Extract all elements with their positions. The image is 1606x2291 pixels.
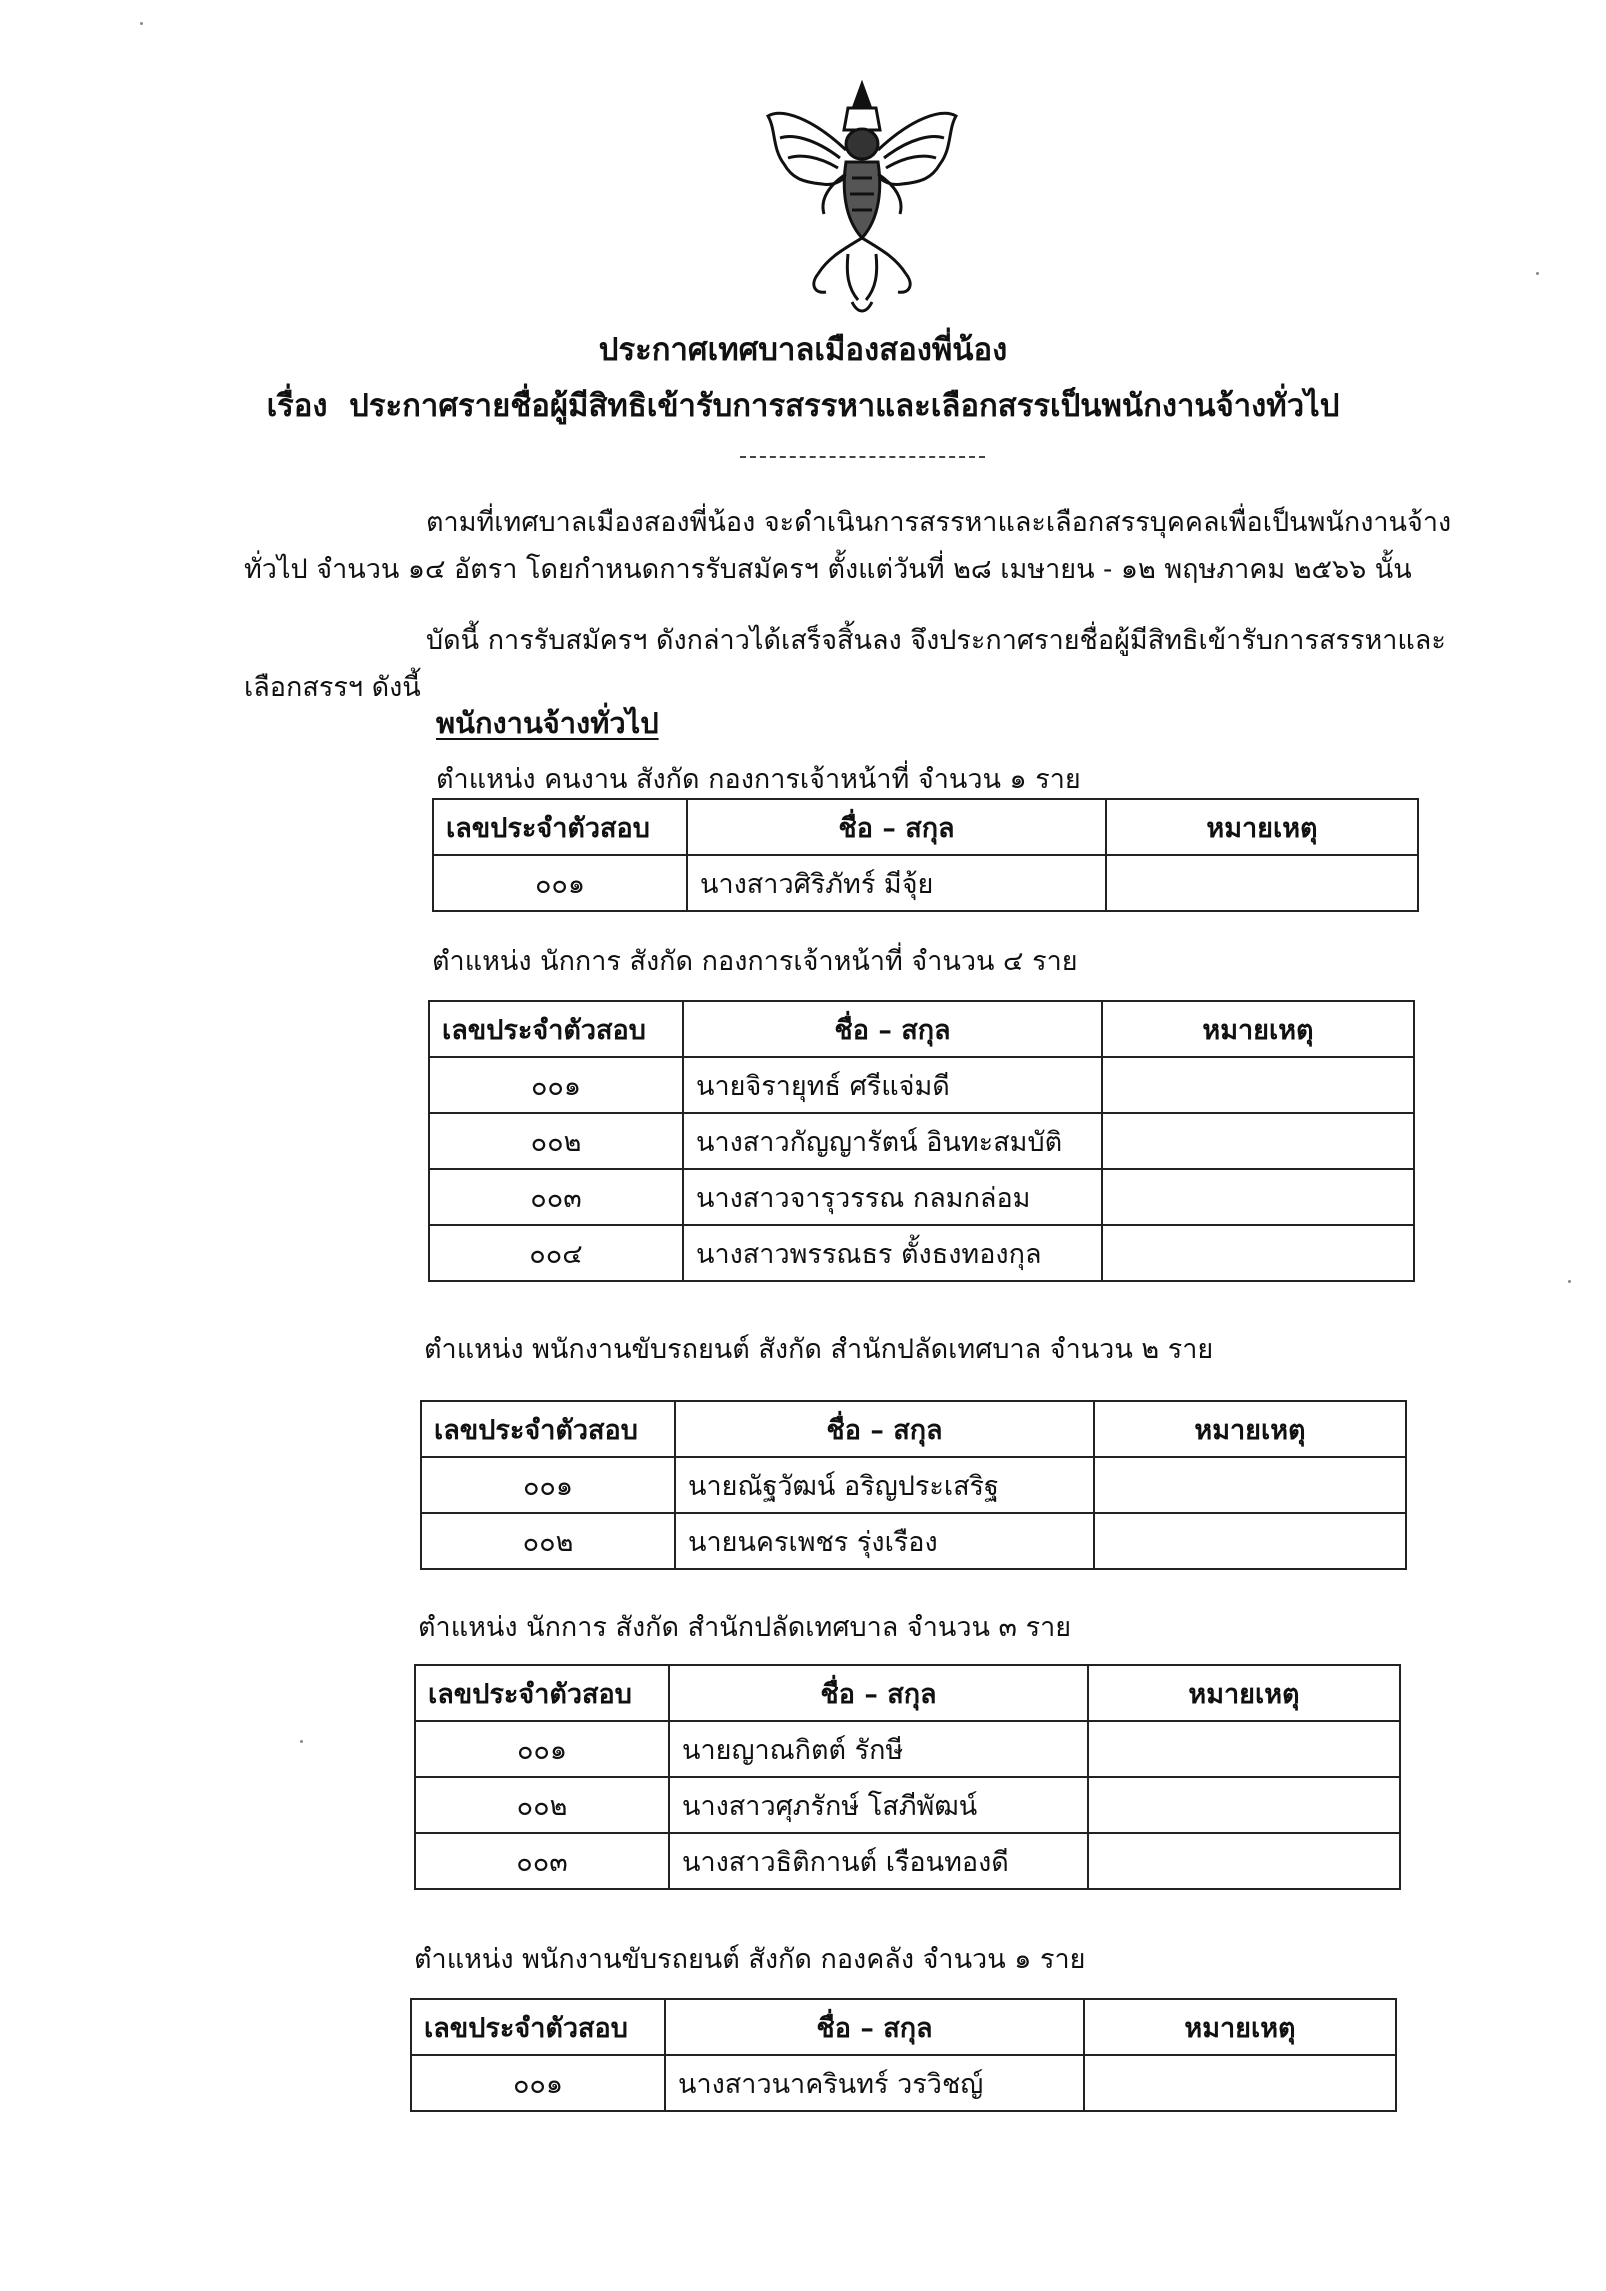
name-cell: นางสาวศิริภัทร์ มีจุ้ย [687,855,1106,911]
remark-cell [1084,2055,1396,2111]
position-line: ตำแหน่ง นักการ สังกัด สำนักปลัดเทศบาล จำนวน ๓ ราย [418,1612,1072,1643]
exam-no-cell: ๐๐๒ [415,1777,669,1833]
header-remark: หมายเหตุ [1084,1999,1396,2055]
candidate-table [428,1000,1415,1282]
name-cell: นางสาวธิติกานต์ เรือนทองดี [669,1833,1088,1889]
table-row [429,1057,1414,1113]
remark-cell [1102,1057,1414,1113]
table-header-row [433,799,1418,855]
remark-cell [1102,1225,1414,1281]
para1-line1: ตามที่เทศบาลเมืองสองพี่น้อง จะดำเนินการสรรหาและเลือกสรรบุคคลเพื่อเป็นพนักงานจ้าง [426,507,1452,538]
table-row [429,1169,1414,1225]
subject-label: เรื่อง [266,388,328,424]
exam-no-cell: ๐๐๑ [415,1721,669,1777]
scan-speck [300,1740,303,1743]
position-line: ตำแหน่ง พนักงานขับรถยนต์ สังกัด กองคลัง จำนวน ๑ ราย [414,1944,1086,1975]
para2-line1: บัดนี้ การรับสมัครฯ ดังกล่าวได้เสร็จสิ้นลง จึงประกาศรายชื่อผู้มีสิทธิเข้ารับการสรรหาและ [426,625,1446,656]
remark-cell [1094,1513,1406,1569]
org-title: ประกาศเทศบาลเมืองสองพี่น้อง [598,332,1008,368]
exam-no-cell: ๐๐๑ [429,1057,683,1113]
para1-line2: ทั่วไป จำนวน ๑๔ อัตรา โดยกำหนดการรับสมัครฯ ตั้งแต่วันที่ ๒๘ เมษายน - ๑๒ พฤษภาคม ๒๕๖๖ นั้น [244,554,1412,585]
name-cell: นายญาณกิตต์ รักษี [669,1721,1088,1777]
header-exam-no: เลขประจำตัวสอบ [433,799,687,855]
para2-line2: เลือกสรรฯ ดังนี้ [244,672,421,703]
name-cell: นางสาวศุภรักษ์ โสภีพัฒน์ [669,1777,1088,1833]
table-header-row [411,1999,1396,2055]
name-cell: นางสาวพรรณธร ตั้งธงทองกุล [683,1225,1102,1281]
position-line: ตำแหน่ง คนงาน สังกัด กองการเจ้าหน้าที่ จำนวน ๑ ราย [436,764,1081,795]
remark-cell [1102,1169,1414,1225]
name-cell: นางสาวกัญญารัตน์ อินทะสมบัติ [683,1113,1102,1169]
name-cell: นายณัฐวัฒน์ อริญประเสริฐ [675,1457,1094,1513]
header-exam-no: เลขประจำตัวสอบ [415,1665,669,1721]
candidate-table [410,1998,1397,2112]
table-row [421,1513,1406,1569]
table-row [429,1113,1414,1169]
exam-no-cell: ๐๐๑ [421,1457,675,1513]
exam-no-cell: ๐๐๒ [429,1113,683,1169]
table-row [415,1777,1400,1833]
table-row [433,855,1418,911]
header-name: ชื่อ – สกุล [665,1999,1084,2055]
position-line: ตำแหน่ง พนักงานขับรถยนต์ สังกัด สำนักปลัดเทศบาล จำนวน ๒ ราย [424,1334,1214,1365]
subject-line [0,386,1606,426]
header-name: ชื่อ – สกุล [683,1001,1102,1057]
exam-no-cell: ๐๐๔ [429,1225,683,1281]
exam-no-cell: ๐๐๑ [433,855,687,911]
title-divider [740,456,985,458]
table-row [421,1457,1406,1513]
header-remark: หมายเหตุ [1106,799,1418,855]
exam-no-cell: ๐๐๓ [415,1833,669,1889]
header-exam-no: เลขประจำตัวสอบ [411,1999,665,2055]
candidate-table [432,798,1419,912]
name-cell: นางสาวนาครินทร์ วรวิชญ์ [665,2055,1084,2111]
candidate-table [414,1664,1401,1890]
table-header-row [421,1401,1406,1457]
header-name: ชื่อ – สกุล [675,1401,1094,1457]
subject-text: ประกาศรายชื่อผู้มีสิทธิเข้ารับการสรรหาและเลือกสรรเป็นพนักงานจ้างทั่วไป [349,388,1340,424]
garuda-emblem-icon [762,78,962,318]
section-heading: พนักงานจ้างทั่วไป [436,706,659,740]
header-remark: หมายเหตุ [1094,1401,1406,1457]
table-row [411,2055,1396,2111]
header-name: ชื่อ – สกุล [669,1665,1088,1721]
header-exam-no: เลขประจำตัวสอบ [429,1001,683,1057]
position-line: ตำแหน่ง นักการ สังกัด กองการเจ้าหน้าที่ จำนวน ๔ ราย [432,946,1078,977]
scan-speck [1536,272,1539,275]
exam-no-cell: ๐๐๑ [411,2055,665,2111]
header-name: ชื่อ – สกุล [687,799,1106,855]
name-cell: นางสาวจารุวรรณ กลมกล่อม [683,1169,1102,1225]
name-cell: นายจิรายุทธ์ ศรีแจ่มดี [683,1057,1102,1113]
header-remark: หมายเหตุ [1088,1665,1400,1721]
header-exam-no: เลขประจำตัวสอบ [421,1401,675,1457]
table-header-row [429,1001,1414,1057]
table-header-row [415,1665,1400,1721]
table-row [429,1225,1414,1281]
table-row [415,1721,1400,1777]
exam-no-cell: ๐๐๓ [429,1169,683,1225]
remark-cell [1088,1777,1400,1833]
remark-cell [1094,1457,1406,1513]
scan-speck [1568,1280,1571,1283]
scan-speck [140,22,143,25]
header-remark: หมายเหตุ [1102,1001,1414,1057]
exam-no-cell: ๐๐๒ [421,1513,675,1569]
remark-cell [1088,1721,1400,1777]
remark-cell [1088,1833,1400,1889]
candidate-table [420,1400,1407,1570]
remark-cell [1106,855,1418,911]
remark-cell [1102,1113,1414,1169]
table-row [415,1833,1400,1889]
name-cell: นายนครเพชร รุ่งเรือง [675,1513,1094,1569]
